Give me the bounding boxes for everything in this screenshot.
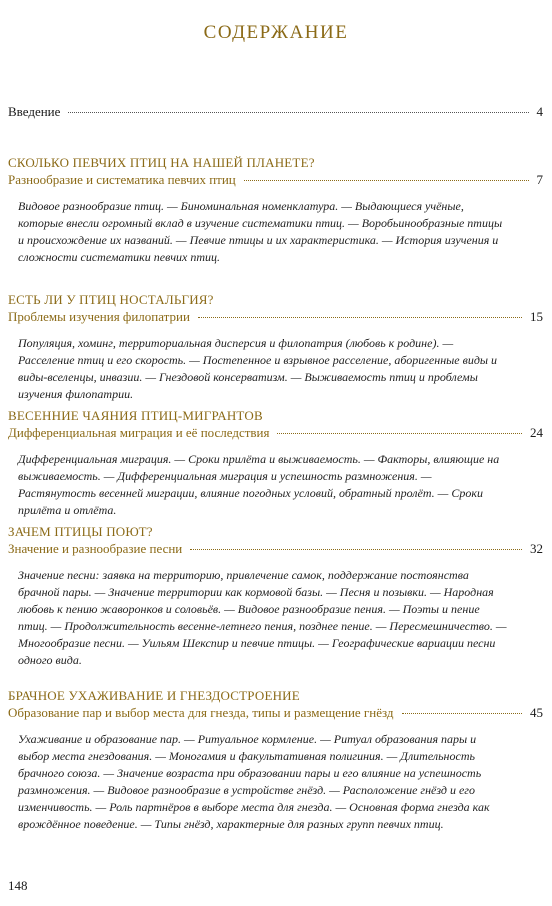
section-entry[interactable]: [8, 308, 543, 325]
section-heading: ВЕСЕННИЕ ЧАЯНИЯ ПТИЦ-МИГРАНТОВ: [8, 408, 263, 423]
section-heading: ЕСТЬ ЛИ У ПТИЦ НОСТАЛЬГИЯ?: [8, 292, 214, 307]
page-title: СОДЕРЖАНИЕ: [203, 22, 349, 43]
dot-leader: [68, 112, 528, 113]
dot-leader: [402, 713, 523, 714]
section-page-number: 7: [536, 172, 543, 187]
section-page-number: 45: [530, 705, 543, 720]
section-heading: БРАЧНОЕ УХАЖИВАНИЕ И ГНЕЗДОСТРОЕНИЕ: [8, 688, 300, 703]
section-entry[interactable]: [8, 540, 543, 557]
section-page-number: 32: [530, 541, 543, 556]
section-description: Популяция, хоминг, территориальная дисперсия и филопатрия (любовь к родине). — Расселение птиц и его скорость. — Постепенное и взрывное расселение, аборигенные виды и виды-вселенцы, инвазии. — Гнездовой консерватизм. — Выживаемость птиц и проблемы изучения филопатрии.: [18, 336, 498, 401]
section-page-number: 24: [530, 425, 543, 440]
dot-leader: [277, 433, 522, 434]
section-subtitle: Разнообразие и систематика певчих птиц: [8, 172, 236, 187]
toc-section-4: [8, 524, 543, 669]
toc-section-3: [8, 408, 543, 519]
section-subtitle: Проблемы изучения филопатрии: [8, 309, 190, 324]
section-description: Ухаживание и образование пар. — Ритуальное кормление. — Ритуал образования пары и выбор места гнездования. — Моногамия и факультативная полигиния. — Длительность брачного союза. — Значение возраста при образовании пары и его влияние на успешность размножения. — Видовое разнообразие в устройстве гнёзд. — Расположение гнёзд и его изменчивость. — Роль партнёров в выборе места для гнезда. — Основная форма гнезда как врождённое поведение. — Типы гнёзд, характерные для разных групп певчих птиц.: [18, 732, 490, 831]
section-entry[interactable]: [8, 424, 543, 441]
dot-leader: [198, 317, 522, 318]
intro-page-number: 4: [536, 104, 543, 119]
toc-section-5: [8, 688, 543, 833]
section-description: Значение песни: заявка на территорию, привлечение самок, поддержание постоянства брачной пары. — Значение территории как кормовой базы. — Песня и позывки. — Народная любовь к пению жаворонков и соловьёв. — Видовое разнообразие пения. — Поэты и пение птиц. — Продолжительность весенне-летнего пения, позднее пение. — Пересмешничество. — Многообразие песни. — Уильям Шекспир и певчие птицы. — Географические вариации песни одного вида.: [18, 568, 507, 667]
dot-leader: [190, 549, 522, 550]
toc-section-1: [8, 155, 543, 266]
section-subtitle: Дифференциальная миграция и её последствия: [8, 425, 270, 440]
section-entry[interactable]: [8, 704, 543, 721]
section-subtitle: Значение и разнообразие песни: [8, 541, 183, 556]
section-description: Видовое разнообразие птиц. — Биноминальная номенклатура. — Выдающиеся учёные, которые внесли огромный вклад в изучение систематики птиц. — Воробьинообразные птицы и происхождение их названий. — Певчие птицы и их характеристика. — История изучения и сложности систематики певчих птиц.: [18, 199, 503, 264]
section-entry[interactable]: [8, 171, 543, 188]
intro-label: Введение: [8, 104, 61, 119]
section-page-number: 15: [530, 309, 543, 324]
folio-page-number: 148: [8, 878, 28, 893]
section-subtitle: Образование пар и выбор места для гнезда, типы и размещение гнёзд: [8, 705, 394, 720]
toc-section-2: [8, 292, 543, 403]
section-description: Дифференциальная миграция. — Сроки прилёта и выживаемость. — Факторы, влияющие на выживаемость. — Дифференциальная миграция и успешность размножения. — Растянутость весенней миграции, влияние погодных условий, обратный пролёт. — Сроки прилёта и отлёта.: [18, 452, 500, 517]
section-heading: ЗАЧЕМ ПТИЦЫ ПОЮТ?: [8, 524, 153, 539]
intro-entry[interactable]: [8, 104, 543, 120]
section-heading: СКОЛЬКО ПЕВЧИХ ПТИЦ НА НАШЕЙ ПЛАНЕТЕ?: [8, 155, 315, 170]
dot-leader: [244, 180, 529, 181]
